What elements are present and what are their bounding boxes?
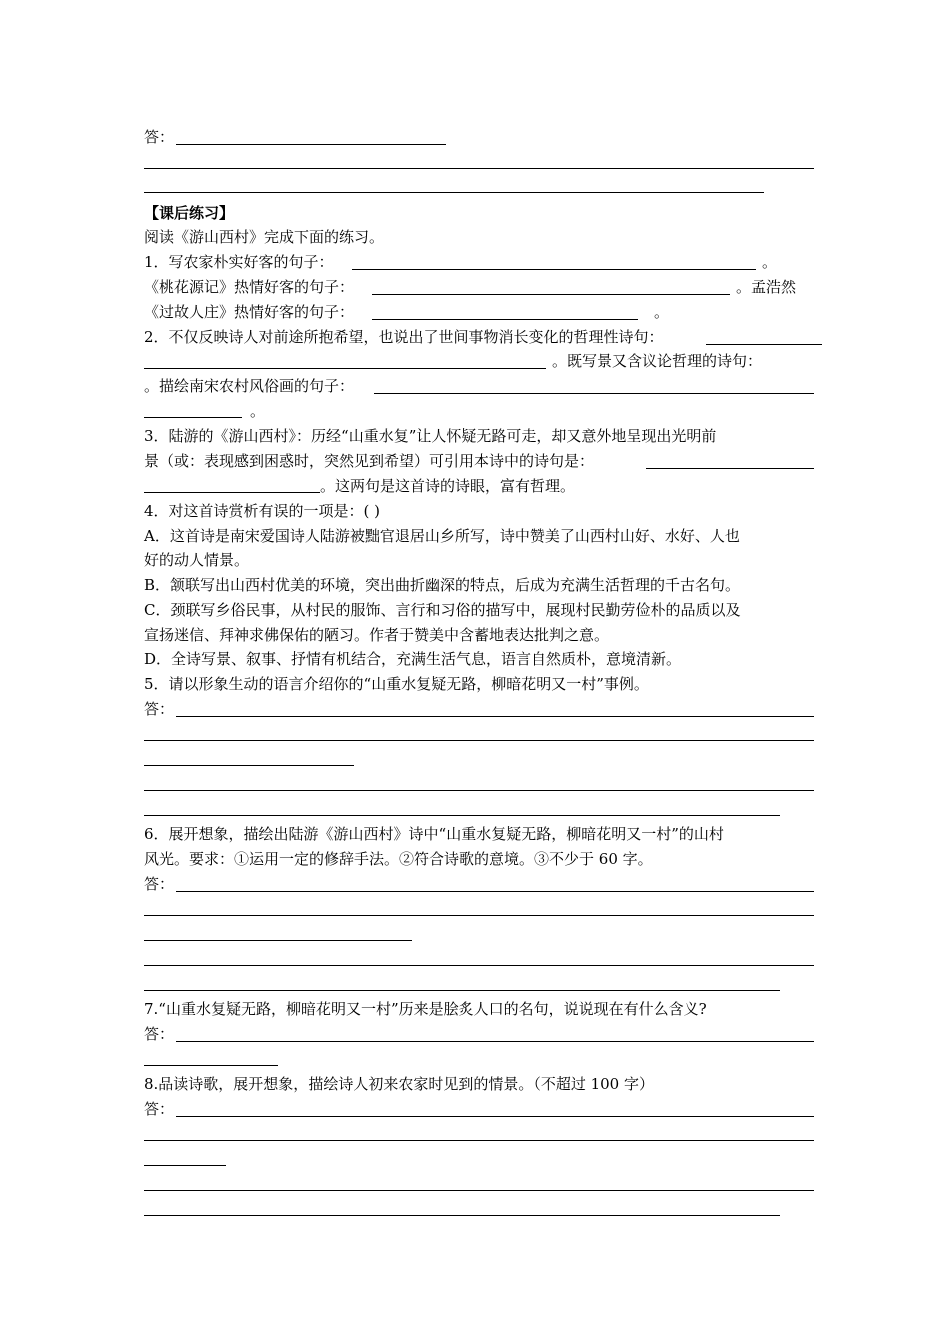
answer-line[interactable] [144,1065,278,1066]
answer-line[interactable] [144,940,412,941]
q1-line1-end: 。 [762,253,778,271]
q1-blank1[interactable] [352,269,756,270]
q2-line3: 。描绘南宋农村风俗画的句子： [144,377,355,395]
q2-blank4[interactable] [144,417,242,418]
q6-answer-label: 答： [144,875,175,893]
answer-line[interactable] [144,790,814,791]
q4-option-a-line1: A．这首诗是南宋爱国诗人陆游被黜官退居山乡所写，诗中赞美了山西村山好、水好、人也 [144,527,740,545]
answer-line[interactable] [144,1215,780,1216]
q3-line2: 景（或：表现感到困惑时，突然见到希望）可引用本诗中的诗句是： [144,452,595,470]
q4-option-d: D．全诗写景、叙事、抒情有机结合，充满生活气息，语言自然质朴，意境清新。 [144,650,682,668]
answer-line[interactable] [176,891,814,892]
q1-line2: 《桃花源记》热情好客的句子： [144,278,355,296]
q7-answer-label: 答： [144,1025,175,1043]
q8-stem: 8.品读诗歌，展开想象，描绘诗人初来农家时见到的情景。（不超过 100 字） [144,1075,654,1093]
answer-line[interactable] [144,915,814,916]
q2-blank2[interactable] [144,368,546,369]
q6-line2: 风光。要求：①运用一定的修辞手法。②符合诗歌的意境。③不少于 60 字。 [144,850,653,868]
q3-line1: 3．陆游的《游山西村》：历经“山重水复”让人怀疑无路可走，却又意外地呈现出光明前 [144,427,717,445]
q6-line1: 6．展开想象，描绘出陆游《游山西村》诗中“山重水复疑无路，柳暗花明又一村”的山村 [144,825,724,843]
q1-line2-end: 。孟浩然 [736,278,797,296]
q3-blank1[interactable] [646,468,814,469]
answer-label: 答： [144,128,175,146]
q2-blank1[interactable] [706,344,822,345]
q4-option-b: B．颔联写出山西村优美的环境，突出曲折幽深的特点，后成为充满生活哲理的千古名句。 [144,576,741,594]
q1-line3-end: 。 [654,303,670,321]
q4-option-c-line1: C．颈联写乡俗民事，从村民的服饰、言行和习俗的描写中，展现村民勤劳俭朴的品质以及 [144,601,741,619]
answer-line[interactable] [176,1041,814,1042]
answer-line[interactable] [144,1190,814,1191]
section-title: 【课后练习】 [144,204,235,222]
answer-line[interactable] [144,1165,226,1166]
answer-line[interactable] [144,740,814,741]
answer-line[interactable] [176,144,446,145]
answer-line[interactable] [144,815,780,816]
q3-blank2[interactable] [144,492,320,493]
answer-line[interactable] [176,716,814,717]
q2-line1: 2．不仅反映诗人对前途所抱希望，也说出了世间事物消长变化的哲理性诗句： [144,328,664,346]
q2-blank3[interactable] [374,393,814,394]
q2-line4-end: 。 [250,402,266,420]
intro-text: 阅读《游山西村》完成下面的练习。 [144,228,385,246]
q2-line2-end: 。既写景又含议论哲理的诗句： [552,352,763,370]
answer-line[interactable] [176,1116,814,1117]
answer-line[interactable] [144,1140,814,1141]
q1-line1: 1．写农家朴实好客的句子： [144,253,334,271]
q8-answer-label: 答： [144,1100,175,1118]
q1-line3: 《过故人庄》热情好客的句子： [144,303,355,321]
q4-option-a-line2: 好的动人情景。 [144,551,250,569]
q3-line3-end: 。这两句是这首诗的诗眼，富有哲理。 [320,477,576,495]
answer-line[interactable] [144,192,764,193]
q1-blank3[interactable] [372,319,638,320]
answer-line[interactable] [144,990,780,991]
answer-line[interactable] [144,765,354,766]
q5-stem: 5．请以形象生动的语言介绍你的“山重水复疑无路，柳暗花明又一村”事例。 [144,675,649,693]
q4-option-c-line2: 宣扬迷信、拜神求佛保佑的陋习。作者于赞美中含蓄地表达批判之意。 [144,626,610,644]
q4-stem: 4．对这首诗赏析有误的一项是：( ) [144,502,381,520]
answer-line[interactable] [144,965,814,966]
q1-blank2[interactable] [372,294,730,295]
q7-stem: 7.“山重水复疑无路，柳暗花明又一村”历来是脍炙人口的名句，说说现在有什么含义? [144,1000,707,1018]
answer-line[interactable] [144,168,814,169]
q5-answer-label: 答： [144,700,175,718]
